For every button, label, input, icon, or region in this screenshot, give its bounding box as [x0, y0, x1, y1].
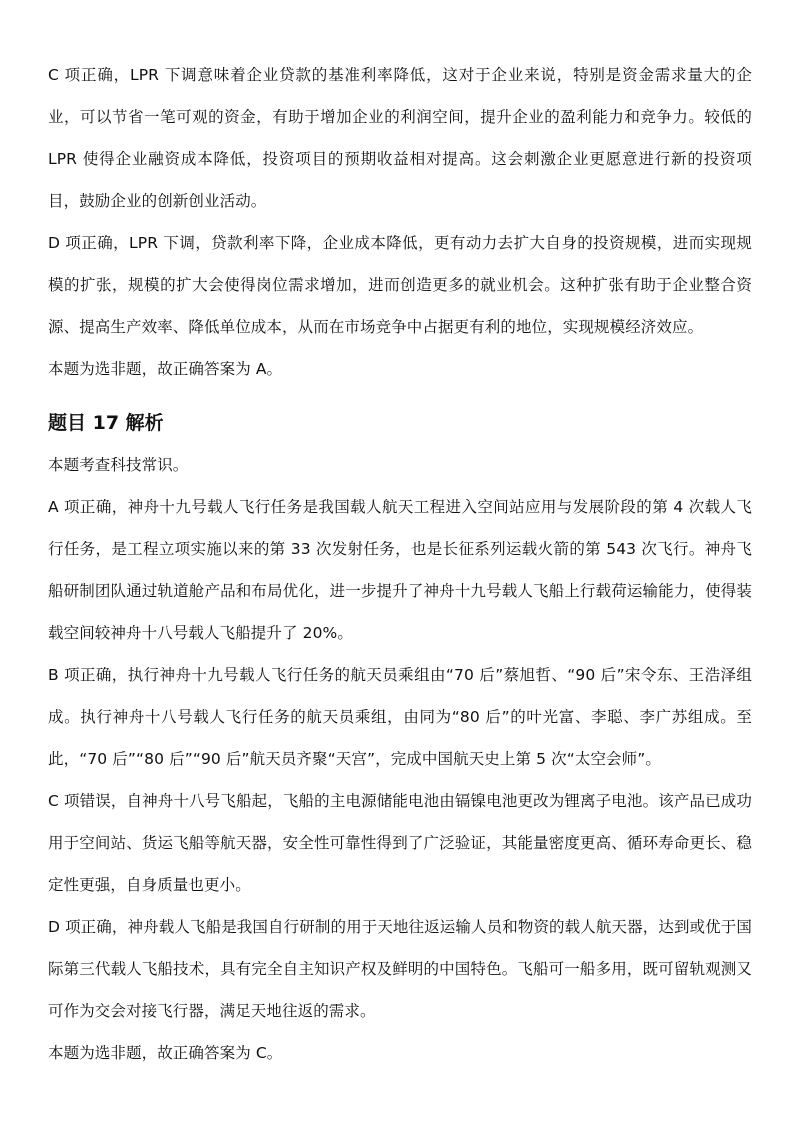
paragraph-option-c-17: C 项错误，自神舟十八号飞船起，飞船的主电源储能电池由镉镍电池更改为锂离子电池。该产品已成功用于空间站、货运飞船等航天器，安全性可靠性得到了广泛验证，其能量密度更高、循环寿命更长、稳定性更强，自身质量也更小。 — [48, 792, 752, 894]
paragraph-option-b-17: B 项正确，执行神舟十九号载人飞行任务的航天员乘组由“70 后”蔡旭哲、“90 后”宋令东、王浩泽组成。执行神舟十八号载人飞行任务的航天员乘组，由同为“80 后”的叶光富、李聪、李广苏组成。至此，“70 后”“80 后”“90 后”航天员齐聚“天宫”，完成中国航天史上第 5 次“太空会师”。 — [48, 666, 752, 768]
paragraph-option-d-17: D 项正确，神舟载人飞船是我国自行研制的用于天地往返运输人员和物资的载人航天器，达到或优于国际第三代载人飞船技术，具有完全自主知识产权及鲜明的中国特色。飞船可一船多用，既可留轨观测又可作为交会对接飞行器，满足天地往返的需求。 — [48, 918, 752, 1020]
paragraph-option-d-lpr: D 项正确，LPR 下调，贷款利率下降，企业成本降低，更有动力去扩大自身的投资规模，进而实现规模的扩张，规模的扩大会使得岗位需求增加，进而创造更多的就业机会。这种扩张有助于企业整合资源、提高生产效率、降低单位成本，从而在市场竞争中占据更有利的地位，实现规模经济效应。 — [48, 234, 752, 336]
paragraph-option-c-lpr: C 项正确，LPR 下调意味着企业贷款的基准利率降低，这对于企业来说，特别是资金需求量大的企业，可以节省一笔可观的资金，有助于增加企业的利润空间，提升企业的盈利能力和竞争力。较低的 LPR 使得企业融资成本降低，投资项目的预期收益相对提高。这会刺激企业更愿意进行新的投资项目，鼓励企业的创新创业活动。 — [48, 66, 752, 210]
paragraph-option-a-17: A 项正确，神舟十九号载人飞行任务是我国载人航天工程进入空间站应用与发展阶段的第 4 次载人飞行任务，是工程立项实施以来的第 33 次发射任务，也是长征系列运载火箭的第 543 次飞行。神舟飞船研制团队通过轨道舱产品和布局优化，进一步提升了神舟十九号载人飞船上行载荷运输能力，使得装载空间较神舟十八号载人飞船提升了 20%。 — [48, 498, 752, 642]
document-page — [48, 54, 752, 1074]
paragraph-answer-17: 本题为选非题，故正确答案为 C。 — [48, 1044, 283, 1062]
paragraph-answer-prev: 本题为选非题，故正确答案为 A。 — [48, 360, 283, 378]
paragraph-topic-17: 本题考查科技常识。 — [48, 456, 189, 474]
section-heading-17: 题目 17 解析 — [48, 412, 164, 434]
